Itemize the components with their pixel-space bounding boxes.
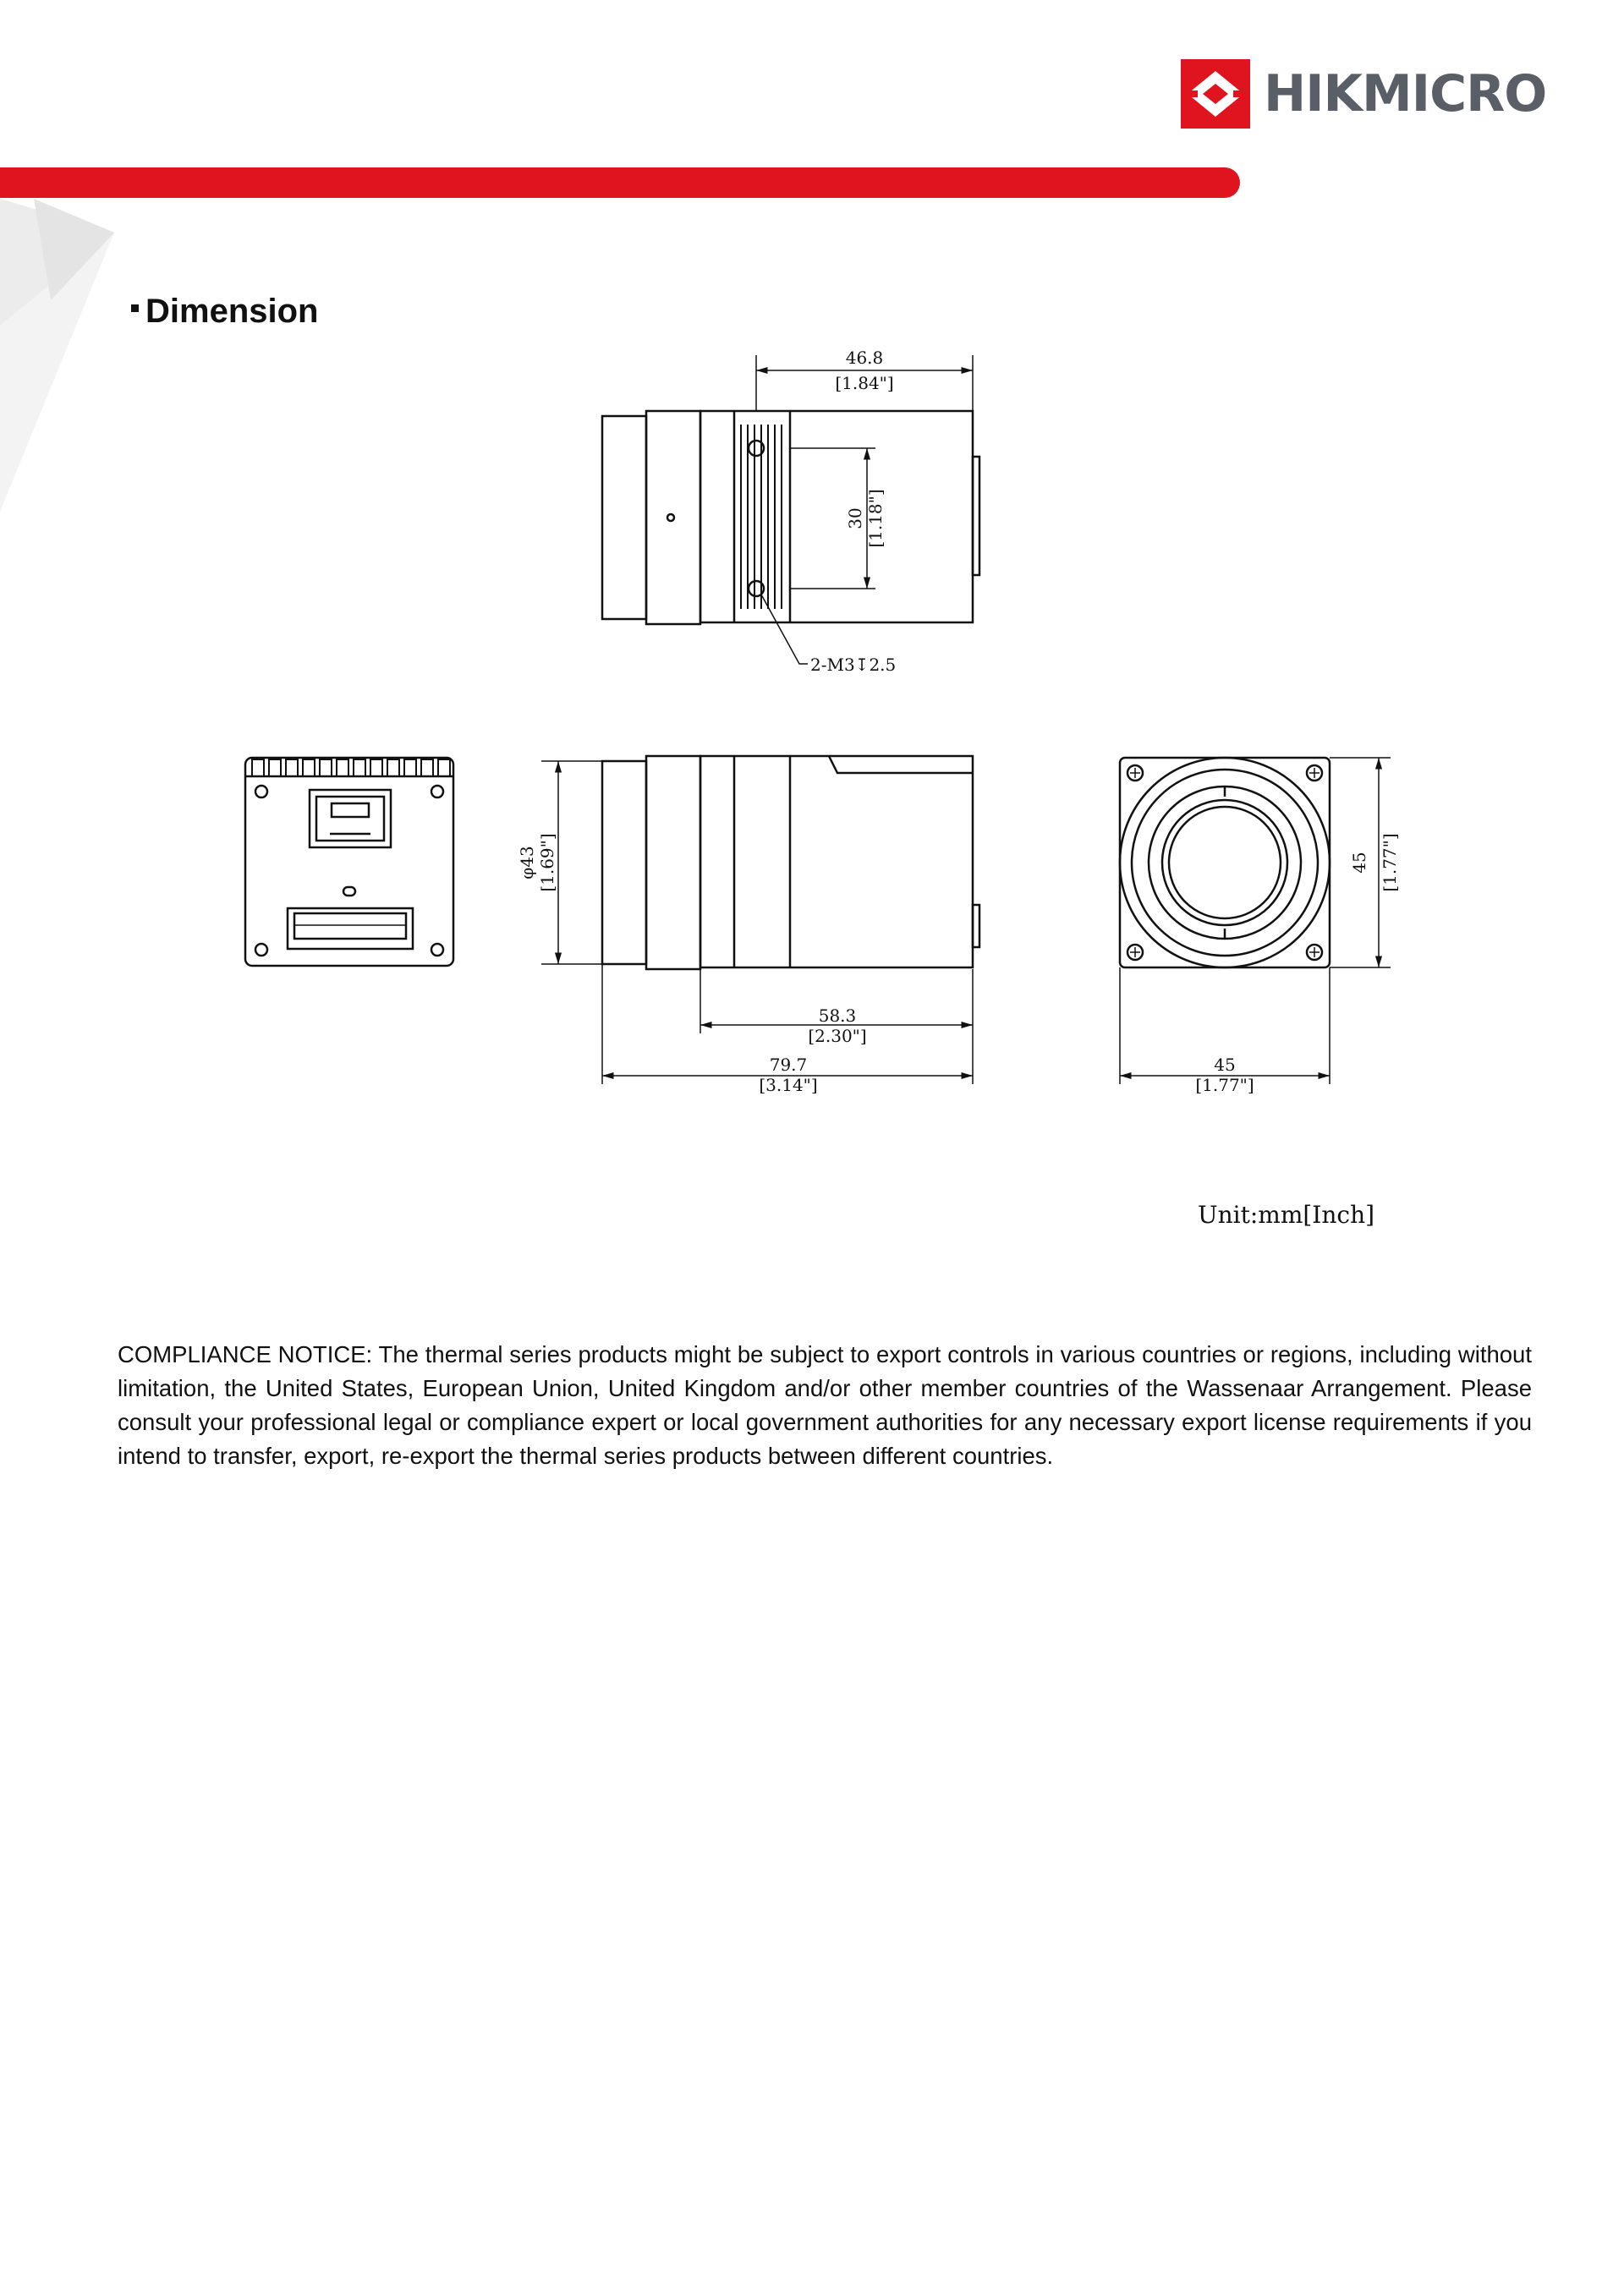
dim-top-width-in: [1.84"]: [835, 373, 894, 393]
dim-hole-callout: 2-M3↧2.5: [810, 655, 897, 675]
dim-total-length-in: [3.14"]: [759, 1075, 818, 1095]
dim-total-length: 79.7: [769, 1055, 808, 1075]
dim-diameter-in: [1.69"]: [537, 833, 557, 892]
side-view: [541, 756, 979, 1084]
brand-name: HIKMICRO: [1264, 64, 1547, 123]
dim-hole-spacing-in: [1.18"]: [865, 489, 886, 548]
dim-hole-spacing: 30: [845, 507, 865, 529]
dim-front-width-in: [1.77"]: [1195, 1075, 1254, 1095]
rear-view: [245, 758, 453, 966]
dim-front-height-in: [1.77"]: [1380, 833, 1400, 892]
compliance-notice: COMPLIANCE NOTICE: The thermal series products might be subject to export controls in various countries or regions, including without limitation, the United States, European Union, United Kingdom and/or other member countries of the Wassenaar Arrangement. Please consult your professional legal or compliance expert or local government authorities for any necessary export license requirements if you intend to transfer, export, re-export the thermal series products between different countries.: [118, 1341, 1532, 1469]
dim-front-height: 45: [1349, 852, 1369, 874]
dim-body-length-in: [2.30"]: [808, 1026, 867, 1046]
section-title-text: Dimension: [145, 293, 319, 330]
dim-front-width: 45: [1214, 1055, 1236, 1075]
top-view: [602, 355, 979, 664]
dim-body-length: 58.3: [818, 1006, 857, 1026]
front-view: [1120, 758, 1391, 1084]
dim-top-width: 46.8: [845, 348, 884, 368]
dim-diameter: φ43: [517, 846, 537, 879]
unit-label: Unit:mm[Inch]: [1198, 1201, 1375, 1229]
